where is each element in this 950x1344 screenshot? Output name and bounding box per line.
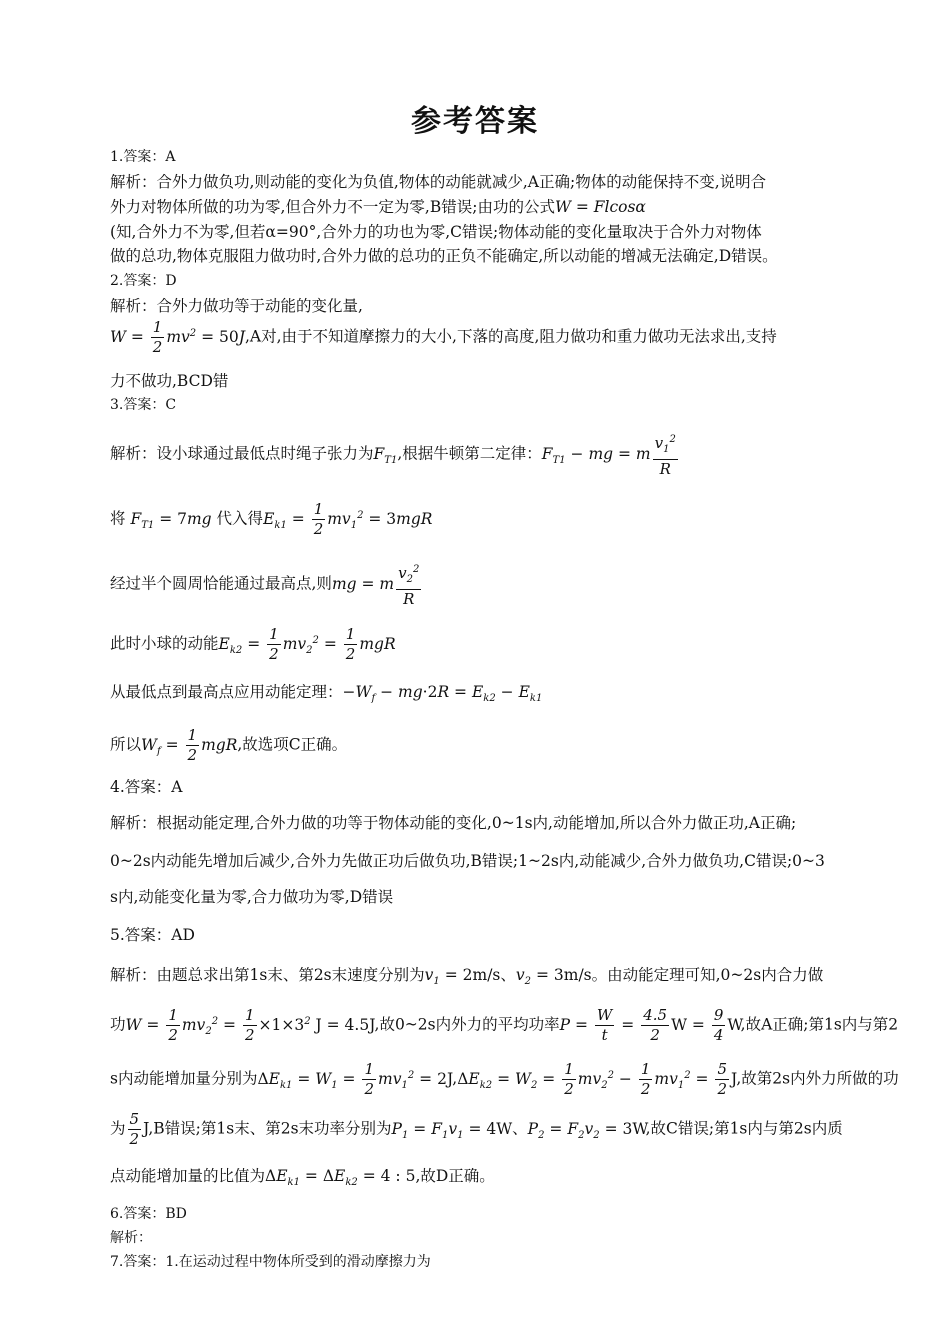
q2-line-1: 解析：合外力做功等于动能的变化量, xyxy=(110,297,363,315)
q1-line-1: 解析：合外力做负功,则动能的变化为负值,物体的动能就减少,A正确;物体的动能保持不变,说明合 xyxy=(110,173,767,191)
q6-line-1: 解析： xyxy=(110,1230,152,1246)
q5-line-2-b: ,故0~2s内外力的平均功率 xyxy=(374,1015,560,1034)
q3-answer: 3.答案：C xyxy=(110,397,177,413)
q2-line-2 xyxy=(110,318,777,357)
q3-newton-formula: $F_{T1}$ − mg = m $\frac{v_1^2}{R}$ xyxy=(542,445,680,463)
q7-answer: 7.答案：1.在运动过程中物体所受到的滑动摩擦力为 xyxy=(110,1254,431,1270)
q5-delta-ek1: $\Delta E_{k1} = W_1$ = $\frac{1}{2}$ $mv_1^2 = 2J$ xyxy=(257,1060,453,1098)
q3-line-4-text: 此时小球的动能 xyxy=(110,634,219,653)
q5-line-1 xyxy=(110,963,823,987)
q5-line-4-c: 、 xyxy=(512,1119,528,1138)
q2-line-3: 力不做功,BCD错 xyxy=(110,372,229,390)
q3-friction-work: $W_f$ = $\frac{1}{2}$ mgR xyxy=(141,726,238,764)
q1-work-formula: W = Flcosα xyxy=(554,198,646,216)
q2-answer: 2.答案：D xyxy=(110,273,177,289)
q5-line-4-d: ,故C错误;第1s内与第2s内质 xyxy=(645,1119,843,1138)
q5-line-3-a: s内动能增加量分别为 xyxy=(110,1069,258,1088)
q3-line-1 xyxy=(110,430,680,479)
q5-line-5-a: 点动能增加量的比值为 xyxy=(110,1167,266,1185)
q4-line-1: 解析：根据动能定理,合外力做的功等于物体动能的变化,0~1s内,动能增加,所以合外力做正功,A正确; xyxy=(110,814,797,832)
q5-ratio: $\Delta E_{k1} = \Delta E_{k2} = 4$ : 5 xyxy=(265,1167,416,1189)
q3-line-6 xyxy=(110,726,347,765)
q3-line-2-a: 将 xyxy=(110,509,126,528)
q5-delta-ek2: $\Delta E_{k2} = W_2$ = $\frac{1}{2}$ $mv_2^2$ − $\frac{1}{2}$ $mv_1^2$ = $\frac{5}{2}$ J xyxy=(457,1060,737,1098)
q5-line-3: s内动能增加量分别为$\Delta E_{k1} = W_1$ = $\frac{1}{2}$ $mv_1^2 = 2J,\Delta E_{k2} = W_2$ = $\frac{1}{2}$ $mv_2^2$ − $\frac{1}{2}$ $mv_1^2$ = $\frac{5}{2}$ J,故第2s内外力所做的功 xyxy=(110,1060,899,1098)
q5-line-1-a: 解析：由题总求出第1s末、第2s末速度分别为 xyxy=(110,966,425,984)
q5-answer: 5.答案：AD xyxy=(110,926,195,944)
q2-line-2-text: ,A对,由于不知道摩擦力的大小,下落的高度,阻力做功和重力做功无法求出,支持 xyxy=(244,327,777,346)
q5-line-1-c: 。由动能定理可知,0~2s内合力做 xyxy=(591,966,824,984)
q3-ek1-formula: $E_{k1}$ = $\frac{1}{2}$ $mv_1^2 = 3mgR$ xyxy=(263,500,433,538)
q1-line-2-text: 外力对物体所做的功为零,但合外力不一定为零,B错误;由功的公式 xyxy=(110,198,555,216)
q1-line-2 xyxy=(110,195,646,217)
q5-line-4-a: 为 xyxy=(110,1119,126,1138)
q1-line-3: (知,合外力不为零,但若α=90°,合外力的功也为零,C错误;物体动能的变化量取决于合外力对物体 xyxy=(110,223,762,241)
q6-answer: 6.答案：BD xyxy=(110,1206,187,1222)
q3-line-2-b: 代入得 xyxy=(216,509,264,528)
q5-power-formula: P = $\frac{W}{t}$ = $\frac{4.5}{2}$ W = $\frac{9}{4}$ W xyxy=(559,1006,741,1044)
q5-line-5-b: ,故D正确。 xyxy=(415,1167,495,1185)
q3-ek2-formula: $E_{k2}$ = $\frac{1}{2}$ $mv_2^2$ = $\frac{1}{2}$ mgR xyxy=(218,625,396,663)
q3-line-5 xyxy=(110,680,542,704)
q5-work-formula: W = $\frac{1}{2}$ $mv_2^2$ = $\frac{1}{2}$ $\times 1\times 3^2$ J = 4.5J xyxy=(125,1006,375,1044)
q5-p2: $P_2 = F_2v_2 = 3W$ xyxy=(527,1119,646,1141)
q5-line-5 xyxy=(110,1164,495,1188)
q3-top-formula: mg = m $\frac{v_2^2}{R}$ xyxy=(332,575,423,593)
q3-line-5-text: 从最低点到最高点应用动能定理： xyxy=(110,683,343,701)
q3-tension-symbol: $F_{T1}$ xyxy=(373,444,398,466)
q3-line-4 xyxy=(110,625,396,664)
q5-v2: $v_2 = 3m/s$ xyxy=(515,966,592,988)
q3-line-1-mid: ,根据牛顿第二定律： xyxy=(397,444,542,463)
q5-line-1-b: 、 xyxy=(500,966,516,984)
q5-v1: $v_1 = 2m/s$ xyxy=(424,966,501,988)
q4-line-2: 0~2s内动能先增加后减少,合外力先做正功后做负功,B错误;1~2s内,动能减少,合外力做负功,C错误;0~3 xyxy=(110,852,825,870)
q3-energy-theorem: $-W_f - mg\cdot 2R = E_{k2} - E_{k1}$ xyxy=(342,683,543,705)
q5-line-3-b: ,故第2s内外力所做的功 xyxy=(736,1069,899,1088)
q3-line-3-text: 经过半个圆周恰能通过最高点,则 xyxy=(110,574,332,593)
q4-answer: 4.答案：A xyxy=(110,778,183,796)
q2-formula: W = $\frac{1}{2}$ $mv^2 = 50J$ xyxy=(110,318,245,356)
q5-p1: $P_1 = F_1v_1 = 4W$ xyxy=(391,1119,513,1141)
q3-line-1-text: 解析：设小球通过最低点时绳子张力为 xyxy=(110,444,374,463)
q3-line-6-a: 所以 xyxy=(110,735,142,754)
q3-line-3 xyxy=(110,560,423,609)
q3-line-2 xyxy=(110,500,432,539)
page-title: 参考答案 xyxy=(411,104,539,139)
q5-line-2-c: ,故A正确;第1s内与第2 xyxy=(740,1015,899,1034)
q1-answer: 1.答案：A xyxy=(110,149,176,165)
q3-tension-value: $F_{T1} = 7mg$ xyxy=(130,509,212,531)
q4-line-3: s内,动能变化量为零,合力做功为零,D错误 xyxy=(110,888,394,906)
q5-line-2 xyxy=(110,1006,898,1045)
q5-line-4-b: J,B错误;第1s末、第2s末功率分别为 xyxy=(143,1119,392,1138)
q3-line-6-b: ,故选项C正确。 xyxy=(237,735,348,754)
q5-line-4 xyxy=(110,1110,843,1149)
q5-five-halves: $\frac{5}{2}$ xyxy=(129,1110,140,1148)
q5-line-2-a: 功 xyxy=(110,1015,126,1034)
q1-line-4: 做的总功,物体克服阻力做功时,合外力做的总功的正负不能确定,所以动能的增减无法确定,D错误。 xyxy=(110,247,778,265)
